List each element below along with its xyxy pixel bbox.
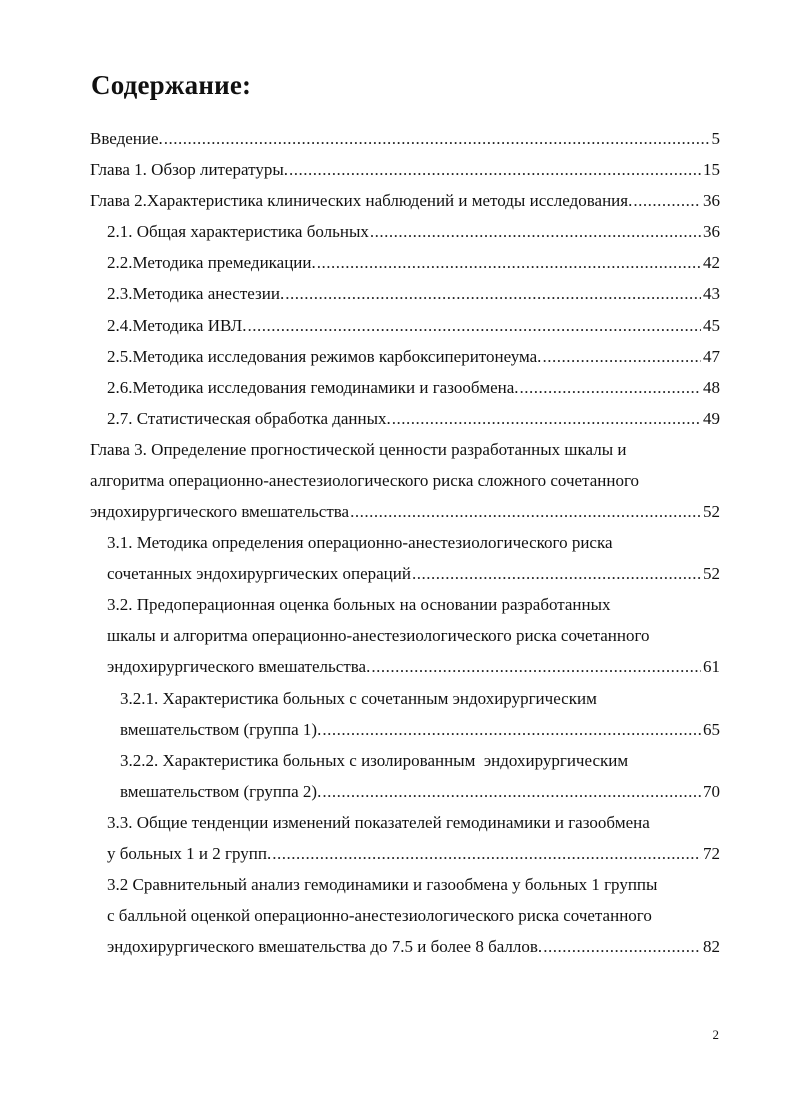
toc-entry-text: 3.2 Сравнительный анализ гемодинамики и газообмена у больных 1 группы	[107, 875, 658, 894]
toc-entry-3-2-line-2	[107, 620, 720, 651]
toc-entry-text: 3.1. Методика определения операционно-анестезиологического риска	[107, 533, 613, 552]
toc-entry-introduction	[90, 123, 720, 154]
dot-leader	[285, 278, 701, 309]
toc-entry-page: 72	[703, 844, 720, 863]
dot-leader	[370, 216, 701, 247]
toc-entry-3-2-2-line-1	[120, 745, 720, 776]
page-title: Содержание:	[91, 70, 252, 100]
toc-entry-text: алгоритма операционно-анестезиологического риска сложного сочетанного	[90, 471, 639, 490]
toc-entry-text: Глава 1. Обзор литературы.	[90, 160, 289, 179]
toc-entry-3-2b-line-1	[107, 869, 720, 900]
toc-entry-text: Глава 2.Характеристика клинических наблюдений и методы исследования.	[90, 191, 633, 210]
dot-leader	[543, 931, 701, 962]
toc-entry-3-2-2-line-2	[120, 776, 720, 807]
toc-entry-text: Глава 3. Определение прогностической ценности разработанных шкалы и	[90, 440, 627, 459]
dot-leader	[520, 372, 701, 403]
dot-leader	[164, 123, 710, 154]
toc-entry-text: 2.4.Методика ИВЛ.	[107, 316, 247, 335]
toc-entry-chapter-2	[90, 185, 720, 216]
toc-entry-text: эндохирургического вмешательства до 7.5 и более 8 баллов.	[107, 937, 543, 956]
toc-entry-page: 48	[703, 378, 720, 397]
toc-entry-text: вмешательством (группа 1).	[120, 720, 322, 739]
toc-entry-text: 2.5.Методика исследования режимов карбоксиперитонеума.	[107, 347, 542, 366]
toc-entry-text: шкалы и алгоритма операционно-анестезиологического риска сочетанного	[107, 626, 650, 645]
toc-entry-text: 3.2.1. Характеристика больных с сочетанным эндохирургическим	[120, 689, 597, 708]
toc-entry-text: с балльной оценкой операционно-анестезиологического риска сочетанного	[107, 906, 652, 925]
toc-entry-page: 65	[703, 720, 720, 739]
dot-leader	[542, 341, 701, 372]
toc-entry-page: 49	[703, 409, 720, 428]
toc-entry-2-4	[107, 310, 720, 341]
toc-entry-3-2-1-line-1	[120, 683, 720, 714]
toc-entry-text: 2.6.Методика исследования гемодинамики и газообмена.	[107, 378, 519, 397]
toc-entry-2-2	[107, 247, 720, 278]
toc-entry-3-2b-line-2	[107, 900, 720, 931]
toc-entry-2-7	[107, 403, 720, 434]
toc-entry-page: 52	[703, 502, 720, 521]
toc-entry-3-3-line-1	[107, 807, 720, 838]
toc-entry-2-5	[107, 341, 720, 372]
toc-entry-text: 3.3. Общие тенденции изменений показателей гемодинамики и газообмена	[107, 813, 650, 832]
toc-entry-page: 70	[703, 782, 720, 801]
toc-entry-page: 45	[703, 316, 720, 335]
dot-leader	[392, 403, 701, 434]
toc-entry-text: у больных 1 и 2 групп.	[107, 844, 272, 863]
toc-entry-3-2-1-line-2	[120, 714, 720, 745]
toc-entry-text: эндохирургического вмешательства.	[107, 657, 371, 676]
dot-leader	[289, 154, 701, 185]
toc-entry-text: 2.3.Методика анестезии.	[107, 284, 285, 303]
toc-entry-page: 15	[703, 160, 720, 179]
toc-entry-page: 42	[703, 253, 720, 272]
toc-entry-page: 82	[703, 937, 720, 956]
toc-entry-page: 36	[703, 222, 720, 241]
dot-leader	[371, 651, 701, 682]
toc-entry-text: 2.1. Общая характеристика больных	[107, 222, 369, 241]
toc-entry-page: 47	[703, 347, 720, 366]
dot-leader	[322, 776, 701, 807]
page-number: 2	[712, 1027, 719, 1042]
toc-entry-chapter-3-line-3	[90, 496, 720, 527]
dot-leader	[350, 496, 701, 527]
toc-entry-text: 3.2. Предоперационная оценка больных на основании разработанных	[107, 595, 611, 614]
toc-entry-3-2b-line-3	[107, 931, 720, 962]
toc-entry-2-1	[107, 216, 720, 247]
toc-entry-3-3-line-2	[107, 838, 720, 869]
toc-entry-text: Введение.	[90, 129, 163, 148]
toc-entry-3-1-line-2	[107, 558, 720, 589]
toc-entry-text: эндохирургического вмешательства	[90, 502, 350, 521]
toc-entry-2-6	[107, 372, 720, 403]
toc-entry-text: 2.7. Статистическая обработка данных.	[107, 409, 391, 428]
dot-leader	[317, 247, 701, 278]
toc-entry-text: сочетанных эндохирургических операций	[107, 564, 411, 583]
toc-entry-2-3	[107, 278, 720, 309]
toc-entry-page: 5	[711, 129, 720, 148]
toc-entry-text: 3.2.2. Характеристика больных с изолированным эндохирургическим	[120, 751, 629, 770]
toc-entry-3-1-line-1	[107, 527, 720, 558]
toc-entry-page: 61	[703, 657, 720, 676]
dot-leader	[412, 558, 701, 589]
dot-leader	[633, 185, 701, 216]
toc-entry-page: 36	[703, 191, 720, 210]
toc-entry-chapter-1	[90, 154, 720, 185]
dot-leader	[272, 838, 701, 869]
dot-leader	[247, 310, 701, 341]
toc-entry-3-2-line-3	[107, 651, 720, 682]
toc-entry-page: 52	[703, 564, 720, 583]
toc-entry-chapter-3-line-1	[90, 434, 720, 465]
toc-entry-page: 43	[703, 284, 720, 303]
toc-entry-chapter-3-line-2	[90, 465, 720, 496]
toc-entry-text: вмешательством (группа 2).	[120, 782, 322, 801]
toc-entry-3-2-line-1	[107, 589, 720, 620]
toc-entry-text: 2.2.Методика премедикации.	[107, 253, 316, 272]
dot-leader	[322, 714, 701, 745]
